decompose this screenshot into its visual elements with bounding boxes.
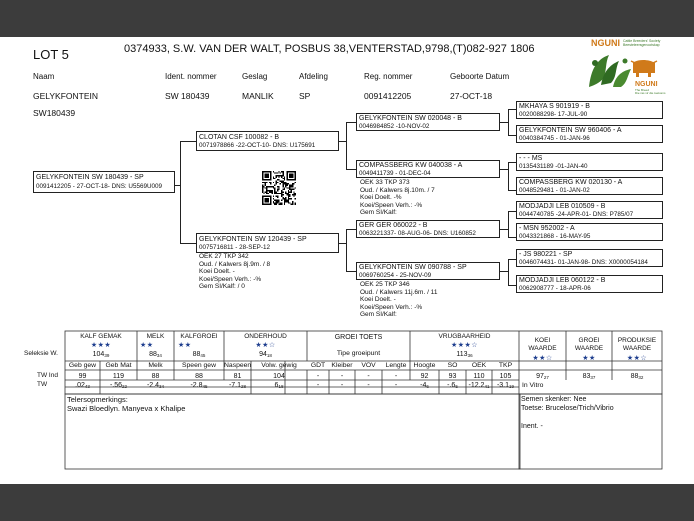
col-so: SO <box>447 362 458 369</box>
group-koei-waarde-2: WAARDE <box>528 345 557 352</box>
tw-gdt: - <box>316 382 320 389</box>
sd-line2: 0049411739 - 01-DEC-04 <box>359 170 431 177</box>
dd-info-line: Koei/Speen Verh.: -% <box>360 303 423 311</box>
ident-value: SW 180439 <box>165 91 210 101</box>
col-hoogte: Hoogte <box>413 362 436 369</box>
twind-gdt: - <box>316 373 320 380</box>
g3-line1: COMPASSBERG KW 020130 - A <box>519 179 623 186</box>
col-kleiber: Kleiber <box>331 362 353 369</box>
group-onderhoud: ONDERHOUD <box>244 333 287 340</box>
twind-lengte: - <box>394 373 398 380</box>
sd-info-line: Koei/Speen Verh.: -% <box>360 201 423 209</box>
g3-line2: 0043321868 - 16-MAY-95 <box>519 233 591 240</box>
dam-info-line: Koei Doelt. - <box>199 268 235 276</box>
label-dob: Geboorte Datum <box>450 72 510 81</box>
twind-naspeen: 81 <box>233 373 242 380</box>
tw-kleiber: - <box>340 382 344 389</box>
sd-info-line: Oud. / Kalwers 8j.10m. / 7 <box>360 186 435 194</box>
dam-info-line: OEK 27 TKP 342 <box>199 253 249 260</box>
dd-info-line: Koei Doelt. - <box>360 296 396 304</box>
dam-info-line: Gem SI/Kalf: / 0 <box>199 283 245 291</box>
twind-hoogte: 92 <box>420 373 429 380</box>
col-gdt: GDT <box>310 362 326 369</box>
sd-info-line: OEK 33 TKP 373 <box>360 179 410 186</box>
animal-name: GELYKFONTEIN <box>33 91 99 101</box>
dd-info-line: Oud. / Kalwers 11j.6m. / 11 <box>360 288 438 296</box>
g3-line1: MKHAYA S 901919 - B <box>519 103 590 110</box>
animal-name-short: SW180439 <box>33 108 76 118</box>
col-geb-mat: Geb Mat <box>105 362 132 369</box>
tests: Toetse: Brucelose/Trich/Vibrio <box>521 405 614 412</box>
tw-oek: $-12.2_{41}$ <box>468 382 490 389</box>
tw-lengte: - <box>394 382 398 389</box>
ds-line1: GER GER 060022 - B <box>359 222 428 229</box>
col-oek: OEK <box>471 362 487 369</box>
dd-info-line: Gem SI/Kalf: <box>360 311 397 319</box>
stars-groei: ★★ <box>582 355 596 362</box>
seleksie-label: Seleksie W. <box>24 350 58 357</box>
col-geb-gew: Geb gew <box>68 362 97 369</box>
section-value: SP <box>299 91 311 101</box>
groei-waarde-value: $83_{37}$ <box>582 373 596 380</box>
in-vitro-label: In Vitro <box>522 382 544 389</box>
tipe-groeipunt: Tipe groeipunt <box>336 350 381 357</box>
col-lengte: Lengte <box>385 362 407 369</box>
sd-info-line: Koei Doelt. -% <box>360 194 402 202</box>
group-produksie-1: PRODUKSIE <box>617 337 657 344</box>
g3-line2: 0135431189 -01-JAN-40 <box>519 163 588 170</box>
g3-line1: GELYKFONTEIN SW 960406 - A <box>519 127 622 134</box>
subject-line2: 0091412205 - 27-OCT-18- DNS: U5569U009 <box>36 183 163 190</box>
g3-line2: 0048529481 - 01-JAN-02 <box>519 187 590 194</box>
stars-kalfgroei: ★★ <box>178 342 192 349</box>
stars-melk: ★★ <box>140 342 154 349</box>
dam-info-line: Oud. / Kalwers 8j.9m. / 8 <box>199 260 271 268</box>
group-groei-waarde-1: GROEI <box>578 337 600 344</box>
g3-line2: 0044740785 -24-APR-01- DNS: P785/07 <box>519 211 634 218</box>
sel-kalfgroei: $88_{45}$ <box>192 351 206 358</box>
g3-line2: 0062908777 - 18-APR-06 <box>519 285 591 292</box>
tw-speen-gew: $-2.8_{45}$ <box>190 382 208 389</box>
label-reg: Reg. nommer <box>364 72 413 81</box>
col-vov: VOV <box>361 362 376 369</box>
dam-info-line: Koei/Speen Verh.: -% <box>199 275 262 283</box>
label-name: Naam <box>33 72 55 81</box>
group-melk: MELK <box>146 333 165 340</box>
koei-waarde-value: $97_{27}$ <box>536 373 549 380</box>
dam-line2: 0075716811 - 28-SEP-12 <box>199 244 270 251</box>
sel-melk: $88_{34}$ <box>149 351 162 358</box>
sel-kalf: $104_{39}$ <box>92 351 110 358</box>
sire-line1: CLOTAN CSF 100082 - B <box>199 134 280 141</box>
tw-hoogte: $-4_6$ <box>420 382 429 389</box>
col-melk: Melk <box>148 362 163 369</box>
g3-line2: 0020088298- 17-JUL-90 <box>519 111 588 118</box>
sel-onderhoud: $94_{18}$ <box>259 351 272 358</box>
twind-oek: 110 <box>473 373 485 380</box>
remarks-text: Swazi Bloedlyn. Manyeva x Khalipe <box>67 404 186 413</box>
ss-line1: GELYKFONTEIN SW 020048 - B <box>359 115 462 122</box>
group-kalf-gemak: KALF GEMAK <box>80 333 122 340</box>
produksie-waarde-value: $88_{32}$ <box>630 373 644 380</box>
twind-geb-mat: 119 <box>112 373 125 380</box>
twind-vov: - <box>367 373 370 380</box>
tw-melk: $-2.4_{34}$ <box>146 382 165 389</box>
sel-vrugbaarheid: $113_{36}$ <box>456 351 473 358</box>
breeder-info: 0374933, S.W. VAN DER WALT, POSBUS 38,VENTERSTAD,9798,(T)082-927 1806 <box>124 43 535 55</box>
sd-line1: COMPASSBERG KW 040038 - A <box>359 162 463 169</box>
g3-line1: - - - MS <box>519 155 543 162</box>
g3-line1: MODJADJI LEB 060122 - B <box>519 277 606 284</box>
tw-naspeen: $-7.1_{28}$ <box>228 382 247 389</box>
group-produksie-2: WAARDE <box>622 345 652 352</box>
twind-tkp: 105 <box>499 373 512 380</box>
stars-vrugbaarheid: ★★★☆ <box>450 342 479 349</box>
performance-table-grid <box>0 37 694 484</box>
twind-melk: 88 <box>151 373 160 380</box>
g3-line1: - MSN 952002 - A <box>519 225 575 232</box>
group-vrugbaarheid: VRUGBAARHEID <box>438 333 491 340</box>
tw-vov: - <box>367 382 370 389</box>
g3-line1: MODJADJI LEB 010509 - B <box>519 203 606 210</box>
g3-line2: 0040384745 - 01-JAN-96 <box>519 135 590 142</box>
tw-volw-gewig: $6_{18}$ <box>274 382 284 389</box>
sd-info-line: Gem SI/Kalf: <box>360 209 397 217</box>
sire-line2: 0071978866 -22-OCT-10- DNS: U175691 <box>199 142 316 149</box>
remarks-title: Telersopmerkings: <box>67 395 128 404</box>
reg-value: 0091412205 <box>364 91 412 101</box>
label-sex: Geslag <box>242 72 268 81</box>
tw-geb-gew: $.02_{43}$ <box>75 382 90 389</box>
tw-so: $-.6_5$ <box>447 382 458 389</box>
stars-kalf-gemak: ★★★ <box>90 342 112 349</box>
twind-volw-gewig: 104 <box>273 373 285 380</box>
dob-value: 27-OCT-18 <box>450 91 493 101</box>
twind-geb-gew: 99 <box>78 373 87 380</box>
col-tkp: TKP <box>498 362 513 369</box>
twind-so: 93 <box>448 373 457 380</box>
g3-line1: - JS 980221 - SP <box>519 251 573 258</box>
twind-kleiber: - <box>340 373 344 380</box>
tw-label: TW <box>37 381 48 388</box>
ss-line2: 0046984852 -10-NOV-02 <box>359 123 430 130</box>
group-kalfgroei: KALFGROEI <box>180 333 218 340</box>
group-koei-waarde-1: KOEI <box>534 337 551 344</box>
label-section: Afdeling <box>299 72 328 81</box>
g3-line2: 0046074431- 01-JAN-98- DNS: X0000054184 <box>519 259 648 266</box>
col-volw-gewig: Volw. gewig <box>261 362 297 369</box>
logo-brand: NGUNI <box>591 38 620 48</box>
dd-info-line: OEK 25 TKP 346 <box>360 281 410 288</box>
twind-speen-gew: 88 <box>195 373 203 380</box>
tw-tkp: $-3.1_{19}$ <box>496 382 515 389</box>
stars-koei: ★★☆ <box>532 355 553 362</box>
logo-sub2: Beesteleersgenootskap <box>623 43 660 47</box>
stars-produksie: ★★☆ <box>626 355 648 362</box>
logo-tag1: The Breed <box>635 88 650 92</box>
stars-onderhoud: ★★☆ <box>255 342 276 349</box>
logo-bottom: NGUNI <box>635 81 658 88</box>
subject-line1: GELYKFONTEIN SW 180439 - SP <box>36 174 144 181</box>
ds-line2: 0063221337- 08-AUG-06- DNS: U160852 <box>359 230 476 237</box>
col-speen-gew: Speen gew <box>181 362 216 369</box>
vaccination: Inent. - <box>521 423 543 430</box>
col-naspeen: Naspeen <box>224 362 252 369</box>
tw-geb-mat: $-.56_{22}$ <box>109 382 128 389</box>
lot-number: LOT 5 <box>33 47 69 62</box>
dd-line2: 0069760254 - 25-NOV-09 <box>359 272 432 279</box>
group-groei-waarde-2: WAARDE <box>574 345 604 352</box>
tw-ind-label: TW Ind <box>37 372 58 379</box>
logo-sub1: Cattle Breeders' Society <box>623 39 661 43</box>
semen-donor: Semen skenker: Nee <box>521 396 587 403</box>
auction-sheet <box>0 37 694 484</box>
dam-line1: GELYKFONTEIN SW 120439 - SP <box>199 236 307 243</box>
dd-line1: GELYKFONTEIN SW 090788 - SP <box>359 264 467 271</box>
sex-value: MANLIK <box>242 91 274 101</box>
group-groei-toets: GROEI TOETS <box>334 334 383 341</box>
logo-tag2: Die ras vir die toekoms <box>635 91 666 95</box>
label-ident: Ident. nommer <box>165 72 217 81</box>
